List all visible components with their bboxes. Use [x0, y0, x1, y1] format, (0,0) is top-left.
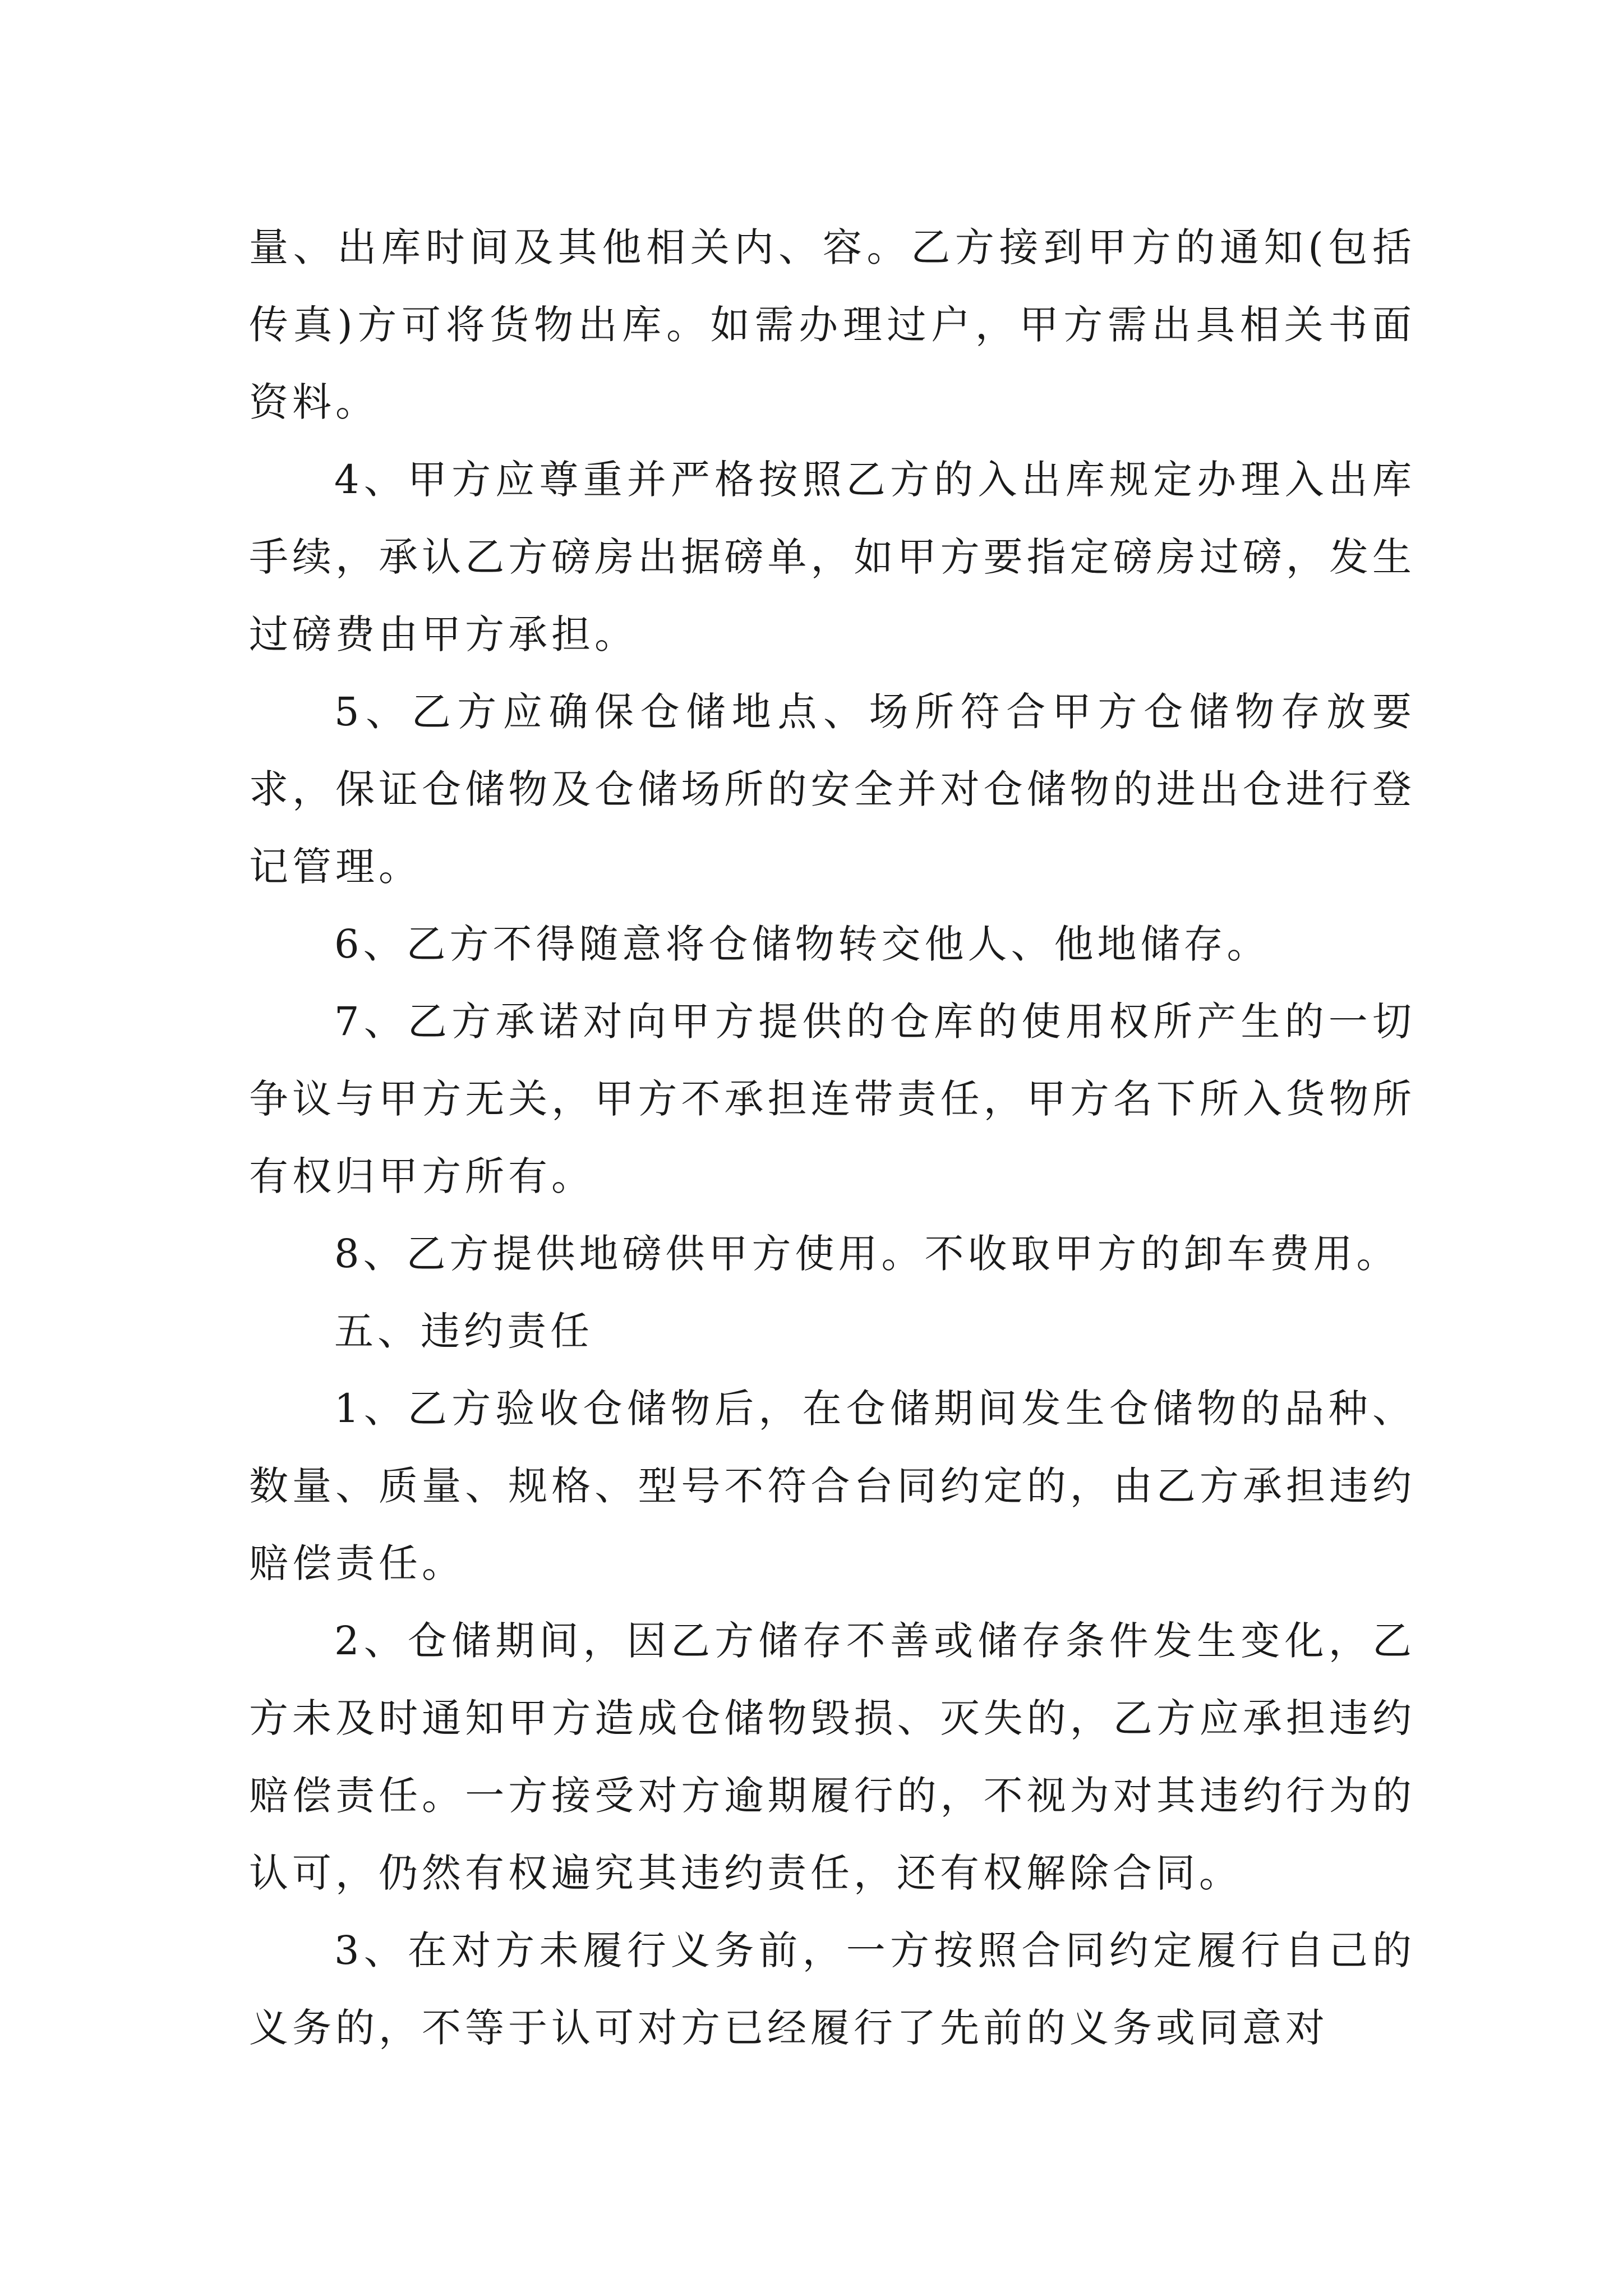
paragraph: 3、在对方未履行义务前，一方按照合同约定履行自己的义务的，不等于认可对方已经履行了先前的义务或同意对 — [249, 1927, 1415, 2051]
paragraph: 4、甲方应尊重并严格按照乙方的入出库规定办理入出库手续，承认乙方磅房出据磅单，如甲方要指定磅房过磅，发生过磅费由甲方承担。 — [249, 457, 1415, 657]
paragraph: 5、乙方应确保仓储地点、场所符合甲方仓储物存放要求，保证仓储物及仓储场所的安全并对仓储物的进出仓进行登记管理。 — [249, 689, 1415, 890]
paragraph: 6、乙方不得随意将仓储物转交他人、他地储存。 — [334, 921, 1270, 967]
paragraph: 1、乙方验收仓储物后，在仓储期间发生仓储物的品种、数量、质量、规格、型号不符合台同约定的，由乙方承担违约赔偿责任。 — [249, 1386, 1415, 1586]
paragraph: 2、仓储期间，因乙方储存不善或储存条件发生变化，乙方未及时通知甲方造成仓储物毁损、灭失的，乙方应承担违约赔偿责任。一方接受对方逾期履行的，不视为对其违约行为的认可，仍然有权遍究其违约责任，还有权解除合同。 — [249, 1618, 1415, 1896]
document-body — [249, 209, 1415, 2067]
paragraph: 量、出库时间及其他相关内、容。乙方接到甲方的通知(包括传真)方可将货物出库。如需办理过户，甲方需出具相关书面资料。 — [249, 224, 1415, 425]
section-heading: 五、违约责任 — [334, 1308, 593, 1354]
paragraph: 8、乙方提供地磅供甲方使用。不收取甲方的卸车费用。 — [334, 1231, 1400, 1277]
paragraph: 7、乙方承诺对向甲方提供的仓库的使用权所产生的一切争议与甲方无关，甲方不承担连带责任，甲方名下所入货物所有权归甲方所有。 — [249, 999, 1415, 1199]
